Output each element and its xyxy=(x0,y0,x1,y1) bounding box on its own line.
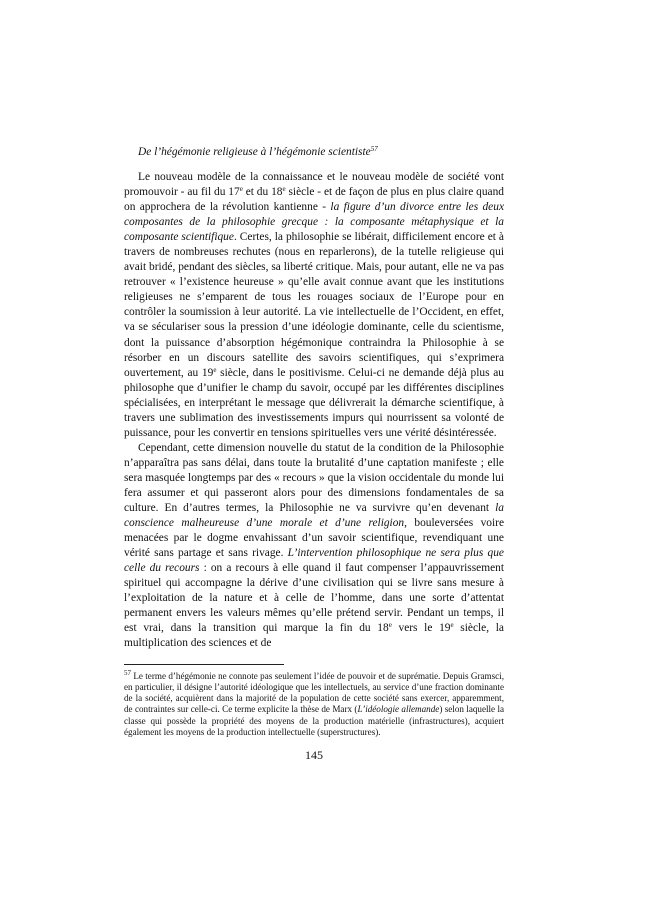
text-run: Le terme d’hégémonie ne connote pas seulement l’idée de pouvoir et de suprématie. Depuis Gramsci, en particulier, il désigne l’autorité idéologique que les intellectuels, au service d’une fraction dominante de la société, acquièrent dans la majorité de la population de cette société sans exercer, apparemment, de contraintes sur celle-ci. Ce terme explicite la thèse de Marx ( xyxy=(124,670,504,715)
text-run: . Certes, la philosophie se libérait, difficilement encore et à travers de nombreuses rechutes (nous en reparlerons), de la tutelle religieuse qui avait bridé, pendant des siècles, sa liberté critique. Mais, pour autant, elle ne va pas retrouver « l’existence heureuse » qu’elle avait connue avant que les institutions religieuses ne s’emparent de tous les rouages sociaux de l’Europe pour en contrôler la soumission à leur autorité. La vie intellectuelle de l’Occident, en effet, va se séculariser sous la pression d’une idéologie dominante, celle du scientisme, dont la puissance d’absorption hégémonique contraindra la Philosophie à se résorber en un discours satellite des savoirs scientifiques, qui s’exprimera ouvertement, au 19 xyxy=(124,231,504,379)
italic-run: L’idéologie allemande xyxy=(357,704,440,715)
body-text xyxy=(124,170,504,652)
text-run: siècle, la multiplication des sciences et de xyxy=(124,622,504,650)
paragraph-2 xyxy=(124,441,504,652)
text-run: et du 18 xyxy=(242,186,283,199)
page-body xyxy=(124,145,504,763)
section-heading xyxy=(124,145,504,160)
text-run: ) selon laquelle la classe qui possède la propriété des moyens de la production matérielle (infrastructures), acquiert également les moyens de la production intellectuelle (superstructures). xyxy=(124,704,505,737)
italic-run: la figure d’un divorce entre les deux composantes de la philosophie grecque : la composante métaphysique et la composante scientifique xyxy=(124,201,504,244)
footnote-divider xyxy=(124,664,284,665)
superscript: e xyxy=(282,185,286,194)
text-run: siècle - et de façon de plus en plus claire quand on approchera de la révolution kantienne - xyxy=(124,186,504,214)
text-run: , bouleversées voire menacées par le dogme envahissant d’un savoir scientifique, revendiquant une vérité sans partage et sans rivage. xyxy=(124,517,504,560)
superscript: e xyxy=(239,185,243,194)
page-number: 145 xyxy=(305,748,323,763)
superscript: 57 xyxy=(124,668,131,677)
text-run: vers le 19 xyxy=(391,622,451,635)
text-run: siècle, dans le positivisme. Celui-ci ne demande déjà plus au philosophe que d’unifier le champ du savoir, occupé par les différentes disciplines spécialisées, en interprétant le message que délivrerait la démarche scientifique, à travers une sublimation des investissements impurs qui nourrissent sa volonté de puissance, pour les convertir en tensions spirituelles vers une vérité désintéressée. xyxy=(124,366,504,439)
section-heading-text: De l’hégémonie religieuse à l’hégémonie scientiste xyxy=(138,146,371,158)
text-run: Le nouveau modèle de la connaissance et le nouveau modèle de société vont promouvoir - au fil du 17 xyxy=(124,171,504,199)
text-run: Cependant, cette dimension nouvelle du statut de la condition de la Philosophie n’apparaîtra pas sans délai, dans toute la brutalité d’une captation manifeste ; elle sera masquée longtemps par des « recours » que la vision occidentale du monde lui fera assumer et qui passeront alors pour des dimensions fondamentales de sa culture. En d’autres termes, la Philosophie ne va survivre qu’en devenant xyxy=(124,441,504,515)
footnote-57 xyxy=(124,668,505,739)
italic-run: L’intervention philosophique ne sera plus que celle du recours xyxy=(124,547,504,575)
footnote-ref: 57 xyxy=(370,145,378,153)
italic-run: la conscience malheureuse d’une morale et d’une religion xyxy=(124,502,504,530)
superscript: e xyxy=(388,621,392,630)
superscript: e xyxy=(450,621,454,630)
text-run: : on a recours à elle quand il faut compenser l’appauvrissement spirituel qui accompagne la dérive d’une civilisation qui se livre sans mesure à l’exploitation de la nature et à celle de l’homme, dans une sorte d’attentat permanent envers les valeurs mêmes qu’elle prétend servir. Pendant un temps, il est vrai, dans la transition qui marque la fin du 18 xyxy=(124,562,504,635)
paragraph-1 xyxy=(124,170,504,441)
superscript: e xyxy=(213,365,217,374)
